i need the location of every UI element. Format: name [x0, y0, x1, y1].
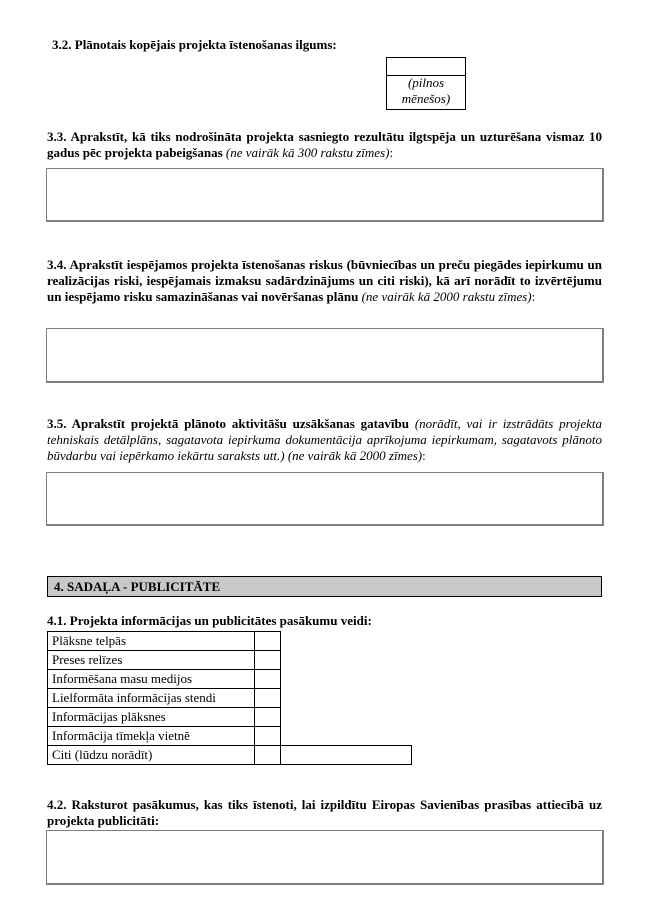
duration-unit-label: (pilnos mēnešos) — [401, 75, 451, 106]
measure-checkbox[interactable] — [255, 651, 281, 670]
q33-question — [47, 129, 602, 161]
q35-question — [47, 416, 602, 464]
q33-note: (ne vairāk kā 300 rakstu zīmes) — [225, 145, 390, 160]
q34-question — [47, 257, 602, 305]
table-row — [48, 670, 412, 689]
q33-colon: : — [389, 145, 394, 160]
measure-label: Informācija tīmekļa vietnē — [48, 727, 255, 746]
table-row — [48, 651, 412, 670]
q34-label: 3.4. Aprakstīt iespējamos projekta īstenošanas riskus (būvniecības un preču piegādes iepirkumu un realizācijas riski, iespējamais izmaksu sadārdzinājums un citi riski), kā arī norādīt to izvērtējumu un iespējamo risku samazināšanas vai novēršanas plānu — [47, 257, 602, 304]
q41-label: 4.1. Projekta informācijas un publicitātes pasākumu veidi: — [47, 613, 372, 628]
q34-colon: : — [531, 289, 536, 304]
q42-question — [47, 797, 602, 829]
q35-colon: : — [422, 448, 426, 463]
q35-textarea[interactable] — [46, 472, 604, 526]
measure-label: Informācijas plāksnes — [48, 708, 255, 727]
measure-checkbox[interactable] — [255, 670, 281, 689]
section-4-header — [47, 576, 602, 597]
q32-label: 3.2. Plānotais kopējais projekta īstenošanas ilgums: — [52, 37, 337, 52]
measure-label: Preses relīzes — [48, 651, 255, 670]
measure-checkbox[interactable] — [255, 708, 281, 727]
q33-label: 3.3. Aprakstīt, kā tiks nodrošināta projekta sasniegto rezultātu ilgtspēja un uzturēšana vismaz 10 gadus pēc projekta pabeigšanas — [47, 129, 602, 160]
table-row — [48, 689, 412, 708]
q34-textarea[interactable] — [46, 328, 604, 383]
table-row — [48, 708, 412, 727]
duration-unit-box — [386, 75, 466, 110]
publicity-measures-table — [47, 631, 412, 765]
q42-label: 4.2. Raksturot pasākumus, kas tiks īstenoti, lai izpildītu Eiropas Savienības prasības attiecībā uz projekta publicitāti: — [47, 797, 602, 828]
measure-checkbox[interactable] — [255, 727, 281, 746]
measure-checkbox[interactable] — [255, 746, 281, 765]
duration-input[interactable] — [386, 57, 466, 76]
table-row — [48, 727, 412, 746]
section-4-title: 4. SADAĻA - PUBLICITĀTE — [54, 579, 221, 594]
table-row — [48, 632, 412, 651]
measure-label: Informēšana masu medijos — [48, 670, 255, 689]
q35-label: 3.5. Aprakstīt projektā plānoto aktivitāšu uzsākšanas gatavību — [47, 416, 409, 431]
q34-note: (ne vairāk kā 2000 rakstu zīmes) — [361, 289, 532, 304]
q42-textarea[interactable] — [46, 830, 604, 885]
measure-checkbox[interactable] — [255, 689, 281, 708]
q35-note: (norādīt, vai ir izstrādāts projekta tehniskais detālplāns, sagatavota iepirkuma dokumentācija aprīkojuma iepirkumam, sagatavots plānoto būvdarbu vai iepērkamo iekārtu saraksts utt.) (ne vairāk kā 2000 zīmes) — [47, 416, 603, 463]
measure-label: Citi (lūdzu norādīt) — [48, 746, 255, 765]
measure-checkbox[interactable] — [255, 632, 281, 651]
other-measure-input[interactable] — [281, 746, 412, 765]
table-row — [48, 746, 412, 765]
measure-label: Lielformāta informācijas stendi — [48, 689, 255, 708]
measure-label: Plāksne telpās — [48, 632, 255, 651]
q33-textarea[interactable] — [46, 168, 604, 222]
